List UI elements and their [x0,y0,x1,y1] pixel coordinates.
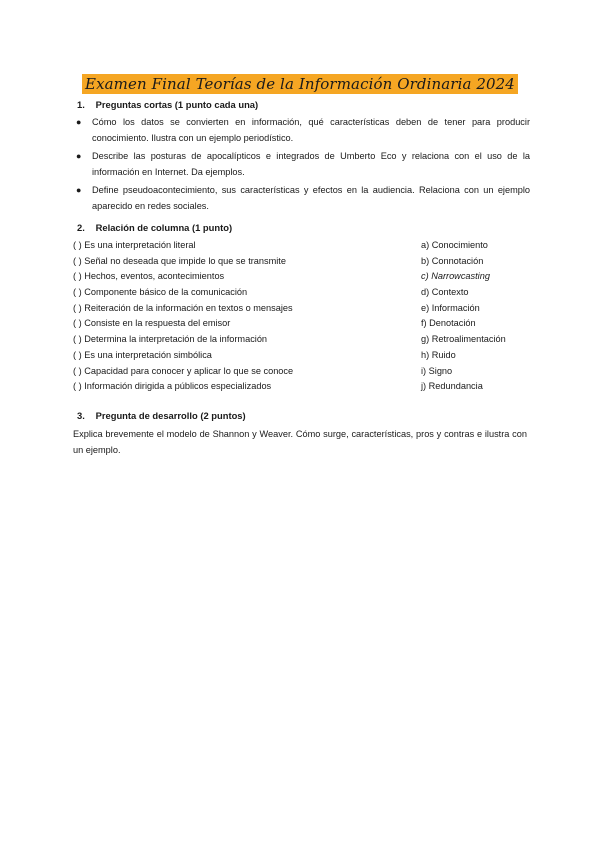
matching-term: d) Contexto [421,287,469,298]
section3-number: 3. [77,410,85,421]
exam-title: Examen Final Teorías de la Información Ordinaria 2024 [82,74,518,94]
matching-definition: ( ) Componente básico de la comunicación [73,287,248,298]
matching-definition: ( ) Es una interpretación literal [73,240,196,250]
section1-number: 1. [77,99,85,110]
matching-definition: ( ) Señal no deseada que impide lo que se transmite [73,255,286,266]
section3-title: Pregunta de desarrollo (2 puntos) [95,410,246,421]
section2-heading [77,222,232,233]
short-question-text: Describe las posturas de apocalípticos e integrados de Umberto Eco y relaciona con el uso de la información en Internet. Da ejemplos. [92,151,530,177]
matching-row [73,285,533,301]
matching-term: h) Ruido [421,349,456,360]
section3-heading [77,410,246,421]
matching-row [73,316,533,332]
bullet-icon: ● [76,185,82,196]
short-question [76,115,530,146]
matching-definition: ( ) Determina la interpretación de la información [73,334,268,345]
matching-term: c) Narrowcasting [421,271,490,282]
matching-row [73,254,533,270]
short-question [76,149,530,180]
matching-definition: ( ) Es una interpretación simbólica [73,349,212,360]
matching-term: f) Denotación [421,318,476,329]
matching-definition: ( ) Capacidad para conocer y aplicar lo que se conoce [73,365,294,376]
matching-term: j) Redundancia [421,381,483,392]
matching-row [73,301,533,317]
matching-row [73,238,533,254]
short-questions-list [76,115,530,218]
section1-title: Preguntas cortas (1 punto cada una) [95,99,259,110]
matching-definition: ( ) Consiste en la respuesta del emisor [73,318,231,329]
title-wrap [0,74,600,94]
matching-definition: ( ) Información dirigida a públicos especializados [73,381,272,392]
short-question-text: Cómo los datos se convierten en información, qué características deben de tener para producir conocimiento. Ilustra con un ejemplo periodístico. [92,117,530,143]
short-question-text: Define pseudoacontecimiento, sus características y efectos en la audiencia. Relaciona con un ejemplo aparecido en redes sociales. [92,185,530,211]
matching-table [73,238,533,395]
matching-row [73,348,533,364]
section2-number: 2. [77,222,85,233]
section1-heading [77,99,258,110]
matching-row [73,379,533,395]
bullet-icon: ● [76,117,82,127]
matching-definition: ( ) Reiteración de la información en textos o mensajes [73,302,293,313]
matching-term: b) Connotación [421,255,484,266]
matching-term: e) Información [421,302,480,313]
matching-row [73,332,533,348]
matching-term: a) Conocimiento [421,240,488,250]
matching-term: g) Retroalimentación [421,334,506,345]
essay-question-text: Explica brevemente el modelo de Shannon y Weaver. Cómo surge, características, pros y contras e ilustra con un ejemplo. [73,429,527,455]
matching-row [73,364,533,380]
matching-term: i) Signo [421,365,453,376]
section2-title: Relación de columna (1 punto) [95,222,233,233]
matching-row [73,269,533,285]
matching-definition: ( ) Hechos, eventos, acontecimientos [73,271,225,282]
short-question [76,183,530,214]
bullet-icon: ● [76,151,82,162]
